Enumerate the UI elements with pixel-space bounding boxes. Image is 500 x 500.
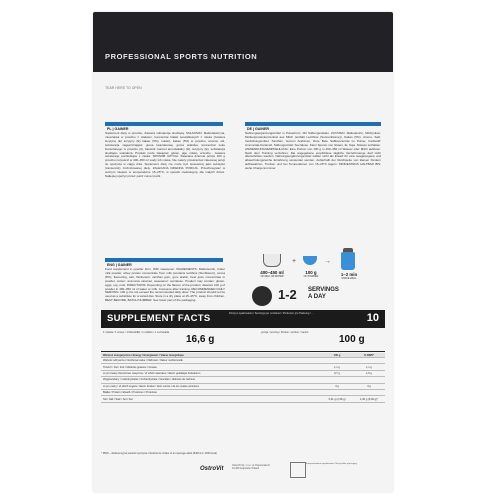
en-section-title: ENG | GAINER bbox=[107, 263, 132, 267]
serving-size-row bbox=[101, 329, 385, 352]
recycle-icon bbox=[290, 462, 306, 478]
brand-tagline: PROFESSIONAL SPORTS NUTRITION bbox=[105, 52, 258, 61]
glass-icon bbox=[263, 254, 281, 267]
servings-per-container-text: Porcji w opakowaniu / Servings per container / Portionen pro Packung / ... bbox=[229, 312, 314, 315]
table-row: Sól / Salt / Salz / Sel / Sal 0,41 g (2,38 g) 1,00 g (6,00 g)* bbox=[101, 396, 385, 402]
footnote: * RWS – Referencyjna wartość spożycia / Reference intake of an average adult (8400 kJ / 2000 kcal) bbox=[101, 452, 217, 455]
servings-count: 1-2 bbox=[278, 287, 297, 302]
supplement-facts-title: SUPPLEMENT FACTS bbox=[107, 313, 211, 324]
serving-text-left: 1 miarka / 1 scoop / 1 Messlöffel / 1 cuillère / 1 cucharada bbox=[103, 331, 170, 334]
table-row: Białko / Protein / Eiweiß / Protéines / Proteínas bbox=[101, 389, 385, 395]
servings-per-container-count: 10 bbox=[366, 312, 379, 324]
table-row: w tym kwasy tłuszczowe nasycone / of which saturates / davon gesättigte Fettsäuren 0,7 g 1,6 g bbox=[101, 370, 385, 376]
servings-badge bbox=[252, 284, 382, 308]
serving-size-right: 100 g bbox=[339, 334, 365, 345]
table-row: Węglowodany / Carbohydrates / Kohlenhydrate / Glucides / Hidratos de carbono bbox=[101, 377, 385, 383]
de-section-text: Nahrungsergänzungsmittel in Pulverform. Mit Süßungsmitteln. ZUTATEN: Maltodextrin, Milchpulver, Molkenproteinkonzentrat aus Milch (enthält Lecithine (Sonnenblume)), Kakao (5%), Aroma, Salz, Verdickungsmittel: Xanthan, Gummi Arabicum, Rote Bete Saftkonzentrat im Pulver, Farbstoff: Ammoniak-Karamell, Süßungsmittel: Sucralose. Kann Spuren von Gluten, Ei, Soja, Nüssen enthalten. ANWENDUNGSEMPFEHLUNG: Eine Portion von 100 g in 400–450 ml Wasser oder Milch auflösen. Nach dem Training verzehren. Die angegebene empfohlene tägliche Verzehrmenge darf nicht überschritten werden. Nahrungsergänzungsmittel sollten nicht als Ersatz für eine ausgewogene und abwechslungsreiche Ernährung verwendet werden. Außerhalb der Reichweite von kleinen Kindern aufbewahren. Trocken und bei Temperaturen von 15–25°C lagern. MINDESTENS HALTBAR BIS: siehe Chargennummer. bbox=[245, 132, 381, 171]
shake-time: 1–2 min SHAKE WELL bbox=[340, 272, 358, 280]
powder-amount: 100 g OF POWDER bbox=[303, 270, 319, 278]
servings-text: SERVINGS A DAY bbox=[308, 287, 339, 300]
brand-logo: OstroVit bbox=[200, 466, 224, 472]
pl-section-title: PL | GAINER bbox=[107, 127, 129, 131]
table-row: Tłuszcz / Fat / Fett / Matières grasses / Grasas 1,1 g 1,1 g bbox=[101, 364, 385, 370]
en-section-text: Food supplement in powder form. With sweetener. INGREDIENTS: Maltodextrin, butter milk powder, whey protein concentrate from milk (contains lecithins (Sunflower)), cocoa (5%), flavouring, salt, thickeners: xanthan gum, gum arabic, beet juice concentrate in powder, colour: ammonia caramel, sweetener: sucralose. Product may contain: gluten, eggs, soy, nuts. DIRECTIONS: Depending on the flavour of the product: dissolve 100 g of powder in 400–450 ml of water or milk. Consume after training. RECOMMENDED DAILY SERVING: 100 g. Do not exceed the recommended daily dose. The product should not be used as a substitute for a varied diet. Store in a dry place at 15–25°C, away from children. BEST BEFORE, BATCH NUMBER: See lower part of the packaging. bbox=[105, 268, 225, 303]
plus-sign: + bbox=[292, 258, 297, 265]
shaker-icon bbox=[341, 252, 355, 270]
brand-header bbox=[93, 12, 393, 72]
de-section-bar bbox=[245, 122, 381, 126]
water-amount: 400–450 ml OF MILK OR WATER bbox=[260, 270, 284, 278]
nutrition-table bbox=[101, 353, 385, 403]
tear-here-label: TEAR HERE TO OPEN bbox=[105, 86, 142, 90]
recycle-text: Kompostowalne opakowanie / Recyclable packaging bbox=[306, 463, 357, 465]
pl-section-text: Suplement diety w proszku. Zawiera substancje słodzącą. SKŁADNIKI: Maltodekstryna, mieszanka w proszku z mlekiem, koncentrat białek serwatkowych z mleka (zawiera lecytynę (E) lecytyny (E) kakao (5%), cukier), kakao (5%) w proszku, aromat, sól, substancja zagęszczająca: guma ksantanowa, guma arabska, koncentrat soku buraczanego w proszku (4), barwnik: karmel amoniakalny (E), lecytyny (E), substancja słodząca: sukraloza. Produkt może zawierać: gluten, jaja, mleko, orzechy... zawiera substancje pochodzące z mleka. SPOSÓB UŻYCIA: Zalecana dzienna porcja 100 g proszku rozpuścić w 400–450 ml wody lub mleka. Nie należy przekraczać zalecanej porcji do spożycia w ciągu dnia. Suplement diety nie może być stosowany jako substytut (zamiennik) zróżnicowanej diety. ZALECANA DZIENNA PORCJA. Przechowywać w suchym miejscu w temperaturze 15–25°C, w sposób niedostępny dla małych dzieci. Najlepiej spożyć przed: patrz numer partii. bbox=[105, 132, 225, 178]
en-section-bar bbox=[105, 258, 223, 262]
table-row: Wartość odżywcza / Nutritional value / Nährwert / Valeur nutritionnelle bbox=[101, 358, 385, 364]
arrow-icon: → bbox=[324, 258, 331, 265]
de-section-title: DE | GAINER bbox=[247, 127, 269, 131]
serving-size-left: 16,6 g bbox=[186, 334, 215, 345]
table-header-cell: 100 g bbox=[321, 353, 353, 358]
address-text: OstroVit Sp. z o.o. ul. Pojezierska 5, 16-300 Augustów, Poland bbox=[232, 464, 271, 470]
table-header-cell: Wartość energetyczna / Energy / Energiewert / Valeur énergétique bbox=[101, 353, 321, 358]
table-header-cell: % RWS* bbox=[353, 353, 385, 358]
serving-text-right: porcja / serving / Portion / portion / ración bbox=[261, 331, 309, 334]
table-row: w tym cukry / of which sugars / davon Zucker / dont sucres / de los cuales azúcares 3 g 3 g bbox=[101, 383, 385, 389]
servings-icon bbox=[252, 286, 272, 306]
pl-section-bar bbox=[105, 122, 223, 126]
supplement-facts-header bbox=[101, 310, 385, 328]
